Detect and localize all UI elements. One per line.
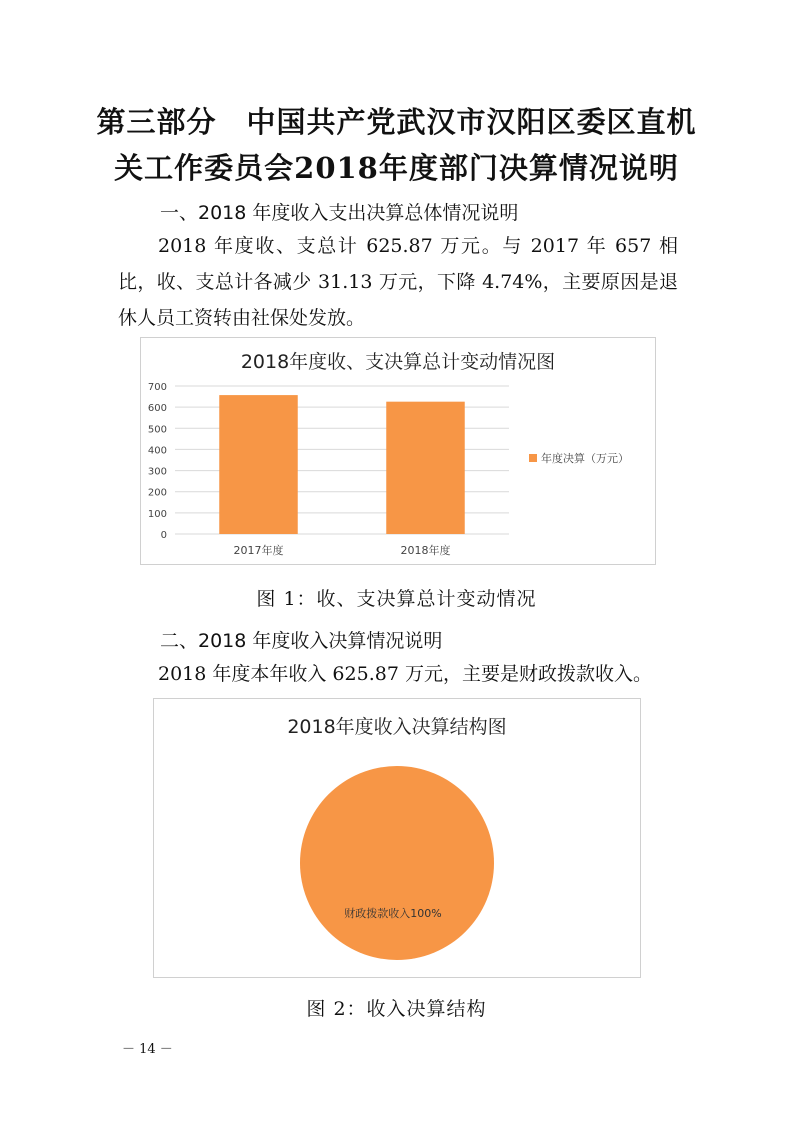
document-title-line1: 第三部分 中国共产党武汉市汉阳区委区直机 <box>96 105 697 139</box>
pie-chart-slice <box>300 766 494 960</box>
bar-chart-bar <box>386 402 464 534</box>
bar-chart-xtick-label: 2018年度 <box>400 544 451 557</box>
section1-heading: 一、2018 年度收入支出决算总体情况说明 <box>160 202 519 224</box>
bar-chart-legend-swatch <box>529 454 537 462</box>
pie-chart <box>154 699 640 977</box>
bar-chart-ytick-label: 0 <box>160 530 167 541</box>
bar-chart-bar <box>219 395 297 534</box>
bar-chart-ytick-label: 500 <box>147 424 167 436</box>
bar-chart-legend-label: 年度决算（万元） <box>541 452 629 465</box>
figure2-caption: 图 2：收入决算结构 <box>306 998 487 1020</box>
section1-paragraph: 2018 年度收、支总计 625.87 万元。与 2017 年 657 相比，收、支总计各减少 31.13 万元，下降 4.74%，主要原因是退休人员工资转由社保处发放。 <box>118 235 678 329</box>
bar-chart-frame <box>140 337 656 565</box>
bar-chart-ytick-label: 400 <box>147 445 167 457</box>
bar-chart-ytick-label: 100 <box>147 508 167 520</box>
bar-chart-ytick-label: 300 <box>147 466 167 478</box>
pie-chart-slice-label: 财政拨款收入100% <box>344 907 442 920</box>
section2-paragraph: 2018 年度本年收入 625.87 万元，主要是财政拨款收入。 <box>158 663 652 685</box>
pie-chart-frame <box>153 698 641 978</box>
bar-chart-xtick-label: 2017年度 <box>233 544 284 557</box>
pie-chart-title: 2018年度收入决算结构图 <box>287 716 507 738</box>
bar-chart-title: 2018年度收、支决算总计变动情况图 <box>240 351 556 373</box>
bar-chart-ytick-label: 200 <box>147 487 167 499</box>
page-number: － 14 － <box>122 1042 173 1057</box>
section2-heading: 二、2018 年度收入决算情况说明 <box>160 630 443 652</box>
bar-chart-ytick-label: 600 <box>147 403 167 415</box>
document-title-line2: 关工作委员会2018年度部门决算情况说明 <box>114 151 679 185</box>
figure1-caption: 图 1：收、支决算总计变动情况 <box>256 588 537 610</box>
bar-chart-ytick-label: 700 <box>147 382 167 393</box>
bar-chart <box>141 338 655 564</box>
